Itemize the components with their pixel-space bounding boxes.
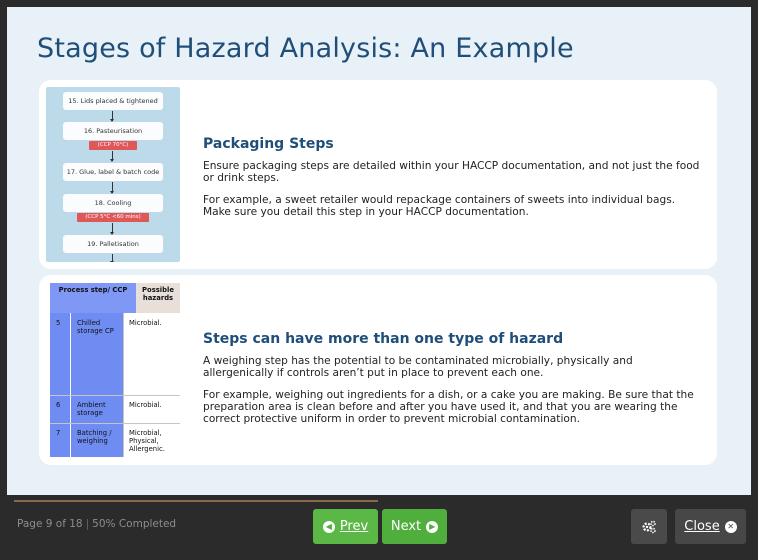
table-cell-step: Batching / weighing (71, 424, 123, 457)
close-icon: ✕ (725, 521, 737, 533)
flow-step: 19. Palletisation (63, 235, 163, 253)
flow-arrow (112, 151, 113, 161)
packaging-steps-card (39, 80, 717, 269)
settings-button[interactable] (631, 509, 667, 544)
chevron-left-icon: ◀ (323, 521, 335, 533)
table-cell-num: 7 (50, 424, 70, 457)
prev-label: Prev (339, 519, 369, 534)
hazard-table-image (50, 283, 180, 457)
prev-button[interactable] (313, 509, 378, 544)
close-button[interactable] (675, 509, 746, 544)
section-paragraph: For example, weighing out ingredients for a dish, or a cake you are making. Be sure that the preparation area is clean before and after you have used it, and that you are wearing the correct protective uniform in order to prevent microbial contamination. (203, 389, 694, 425)
close-label: Close (684, 519, 720, 534)
next-label: Next (390, 519, 422, 534)
table-divider (123, 313, 124, 457)
table-cell-num: 5 (50, 313, 70, 395)
table-cell-step: Chilled storage CP (71, 313, 123, 395)
slide-content (7, 7, 751, 495)
chevron-right-icon: ▶ (426, 521, 438, 533)
page-indicator: Page 9 of 18 (17, 518, 83, 530)
ccp-label: (CCP 5°C <60 mins) (77, 213, 149, 222)
section-paragraph: For example, a sweet retailer would repackage containers of sweets into individual bags. Make sure you detail this step in your HACCP documentation. (203, 194, 676, 218)
hazard-types-card (39, 275, 717, 465)
flow-arrow (112, 182, 113, 193)
flow-step: 18. Cooling (63, 194, 163, 212)
section-paragraph: Ensure packaging steps are detailed within your HACCP documentation, and not just the food or drink steps. (203, 160, 700, 184)
table-header-hazards: Possible hazards (136, 283, 180, 313)
table-cell-hazards: Microbial. (123, 313, 180, 395)
progress-status: Page 9 of 18 | 50% Completed (17, 518, 177, 530)
progress-bar (14, 500, 378, 502)
flow-diagram-image (46, 87, 180, 262)
table-divider (50, 423, 180, 424)
next-button[interactable] (382, 509, 447, 544)
flow-step: 17. Glue, label & batch code (63, 163, 163, 181)
table-cell-hazards: Microbial, Physical, Allergenic. (123, 424, 180, 457)
section-heading: Packaging Steps (203, 136, 334, 152)
gears-icon (641, 520, 657, 534)
flow-arrow (112, 223, 113, 234)
flow-arrow (112, 111, 113, 121)
slide-title: Stages of Hazard Analysis: An Example (37, 33, 574, 64)
table-cell-hazards: Microbial. (123, 396, 180, 423)
section-heading: Steps can have more than one type of hazard (203, 331, 564, 347)
table-cell-step: Ambient storage (71, 396, 123, 423)
completion-indicator: 50% Completed (92, 518, 177, 530)
table-cell-num: 6 (50, 396, 70, 423)
section-paragraph: A weighing step has the potential to be contaminated microbially, physically and allergenically if controls aren’t put in place to prevent each one. (203, 355, 633, 379)
flow-step: 16. Pasteurisation (63, 122, 163, 140)
ccp-label: (CCP 70°C) (89, 141, 137, 150)
flow-step: 15. Lids placed & tightened (63, 92, 163, 110)
table-divider (50, 395, 180, 396)
table-header-step: Process step/ CCP (50, 283, 136, 313)
flow-arrow (112, 254, 113, 262)
